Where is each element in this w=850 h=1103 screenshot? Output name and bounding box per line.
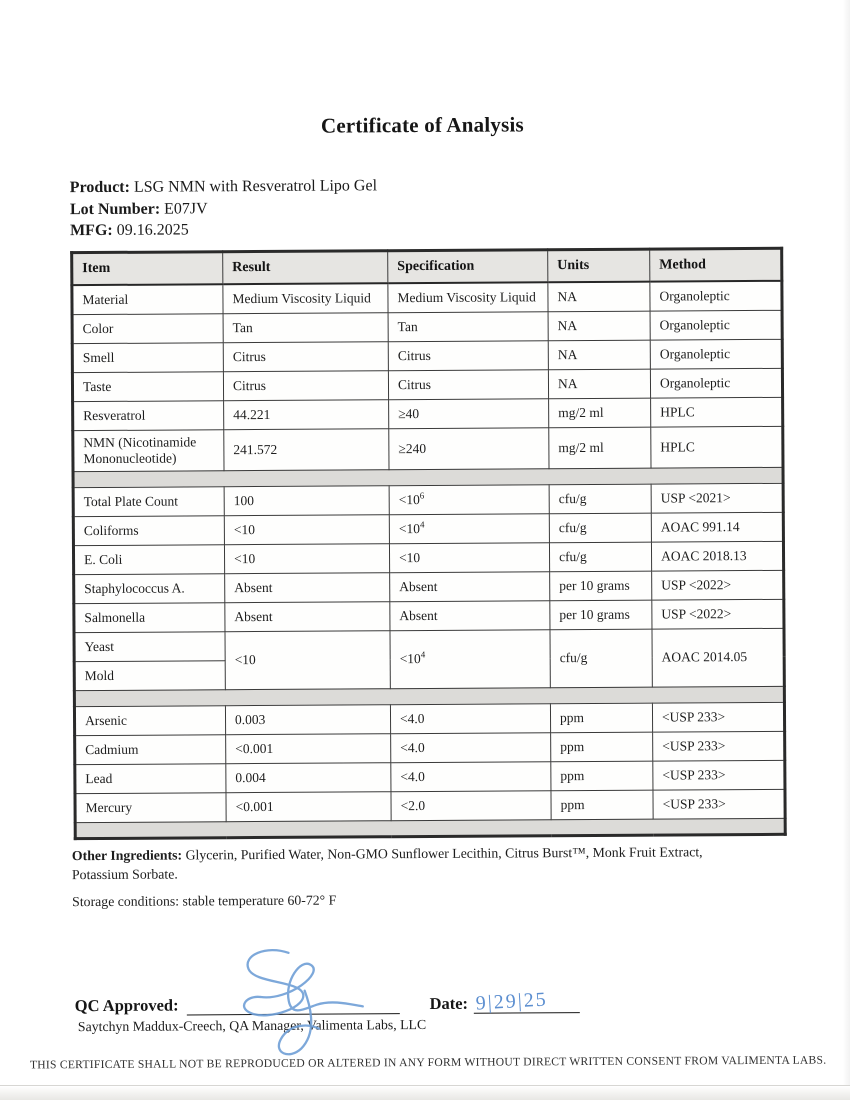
method-cell: AOAC 991.14 [651, 512, 783, 542]
spec-cell: $<10^4$ [390, 629, 550, 688]
table-header-row [72, 248, 782, 285]
result-cell: 100 [224, 485, 389, 515]
result-cell: <10 [224, 543, 389, 573]
separator-band [75, 818, 785, 838]
lot-number-line [70, 197, 377, 220]
method-cell: USP <2021> [651, 483, 783, 513]
result-cell: Citrus [223, 370, 388, 400]
item-cell: Arsenic [74, 705, 225, 735]
units-cell: ppm [551, 761, 653, 791]
units-cell: cfu/g [550, 629, 652, 688]
table-row [73, 397, 783, 430]
coa-table-body [72, 281, 785, 838]
item-cell: Staphylococcus A. [74, 573, 225, 603]
table-row [73, 483, 783, 516]
spec-cell: <4.0 [390, 703, 550, 733]
method-cell: Organoleptic [650, 368, 782, 398]
result-cell: <10 [224, 514, 389, 544]
result-cell: Absent [225, 572, 390, 602]
units-cell: NA [548, 311, 650, 341]
method-cell: <USP 233> [652, 702, 784, 732]
result-cell: <0.001 [226, 791, 391, 821]
result-cell: 0.003 [225, 704, 390, 734]
column-header-specification: Specification [388, 250, 548, 283]
spec-cell: ≥240 [389, 427, 549, 469]
spec-cell: Medium Viscosity Liquid [388, 282, 548, 312]
units-cell: ppm [551, 732, 653, 762]
product-label: Product: [69, 178, 130, 197]
approver-name-line: Saytchyn Maddux-Creech, QA Manager, Valimenta Labs, LLC [77, 1017, 427, 1035]
method-cell: AOAC 2018.13 [651, 541, 783, 571]
other-ingredients-label: Other Ingredients: [71, 847, 183, 864]
units-cell: NA [548, 369, 650, 399]
spec-cell: Absent [390, 600, 550, 630]
result-cell: Citrus [223, 341, 388, 371]
spec-cell: <4.0 [391, 761, 551, 791]
table-row [72, 339, 782, 372]
table-row [74, 702, 784, 735]
storage-conditions-line: Storage conditions: stable temperature 60-72° F [72, 892, 337, 910]
lot-number-label: Lot Number: [69, 200, 161, 218]
item-cell: Mold [74, 660, 225, 690]
item-cell: Material [72, 284, 223, 314]
result-cell: Medium Viscosity Liquid [223, 283, 388, 313]
spec-cell: Absent [390, 571, 550, 601]
mfg-date-line [70, 218, 377, 241]
product-line [70, 175, 377, 198]
item-cell: NMN (Nicotinamide Mononucleotide) [73, 429, 224, 471]
item-cell: Resveratrol [73, 400, 224, 430]
other-ingredients-paragraph [72, 842, 727, 884]
units-cell: per 10 grams [550, 571, 652, 601]
table-row [72, 281, 782, 314]
method-cell: Organoleptic [650, 339, 782, 369]
item-cell: E. Coli [73, 544, 224, 574]
column-header-method: Method [650, 248, 782, 281]
column-header-item: Item [72, 252, 223, 285]
item-cell: Color [72, 313, 223, 343]
qc-approval-block [75, 988, 805, 1052]
result-cell: 0.004 [226, 762, 391, 792]
item-cell: Salmonella [74, 602, 225, 632]
item-cell: Yeast [74, 631, 225, 661]
spec-cell: $<10^4$ [389, 513, 549, 543]
spec-cell: <2.0 [391, 790, 551, 820]
spec-cell: Tan [388, 311, 548, 341]
method-cell: <USP 233> [653, 731, 785, 761]
table-row [73, 541, 783, 574]
table-row [74, 628, 784, 661]
units-cell: per 10 grams [550, 600, 652, 630]
method-cell: AOAC 2014.05 [652, 628, 784, 687]
item-cell: Cadmium [75, 734, 226, 764]
units-cell: cfu/g [549, 484, 651, 514]
spec-cell: Citrus [388, 340, 548, 370]
mfg-value: 09.16.2025 [116, 221, 189, 239]
legal-disclaimer-footer: THIS CERTIFICATE SHALL NOT BE REPRODUCED OR ALTERED IN ANY FORM WITHOUT DIRECT WRITTEN CONSENT FROM VALIMENTA LABS. [29, 1053, 827, 1072]
spec-cell: Citrus [388, 369, 548, 399]
item-cell: Lead [75, 763, 226, 793]
result-cell: <0.001 [226, 733, 391, 763]
column-header-result: Result [223, 251, 388, 285]
table-row [73, 512, 783, 545]
handwritten-date: 9|29|25 [475, 988, 549, 1015]
item-cell: Taste [72, 371, 223, 401]
result-cell: Tan [223, 312, 388, 342]
item-cell: Mercury [75, 792, 226, 822]
spec-cell: ≥40 [389, 398, 549, 428]
units-cell: ppm [550, 703, 652, 733]
units-cell: NA [548, 340, 650, 370]
method-cell: HPLC [651, 426, 783, 468]
method-cell: USP <2022> [652, 599, 784, 629]
table-row [75, 731, 785, 764]
lot-number-value: E07JV [164, 199, 208, 218]
date-line [474, 988, 580, 1015]
analysis-results-table [70, 247, 787, 840]
item-cell: Smell [72, 342, 223, 372]
table-row [75, 789, 785, 822]
table-row [75, 760, 785, 793]
result-cell: 241.572 [224, 428, 389, 470]
method-cell: Organoleptic [650, 281, 782, 311]
units-cell: cfu/g [549, 542, 651, 572]
table-section-separator [75, 818, 785, 838]
method-cell: <USP 233> [653, 789, 785, 819]
method-cell: Organoleptic [650, 310, 782, 340]
item-cell: Coliforms [73, 515, 224, 545]
qc-approved-label: QC Approved: [74, 995, 179, 1016]
date-label: Date: [429, 993, 469, 1013]
spec-cell: $<10^6$ [389, 484, 549, 514]
scan-edge-shadow-bottom [0, 1085, 850, 1100]
result-cell: Absent [225, 601, 390, 631]
table-row [74, 570, 784, 603]
table-row [72, 368, 782, 401]
item-cell: Total Plate Count [73, 486, 224, 516]
method-cell: USP <2022> [652, 570, 784, 600]
spec-cell: <10 [389, 542, 549, 572]
units-cell: mg/2 ml [549, 427, 651, 469]
units-cell: ppm [551, 790, 653, 820]
spec-cell: <4.0 [391, 732, 551, 762]
units-cell: mg/2 ml [549, 398, 651, 428]
method-cell: <USP 233> [653, 760, 785, 790]
table-row [73, 426, 783, 471]
other-ingredients-text: Glycerin, Purified Water, Non-GMO Sunflower Lecithin, Citrus Burst™, Monk Fruit Extract, Potassium Sorbate. [71, 844, 703, 883]
column-header-units: Units [548, 249, 650, 282]
page-title: Certificate of Analysis [320, 112, 524, 138]
result-cell: <10 [225, 630, 390, 689]
method-cell: HPLC [651, 397, 783, 427]
approval-signature-row [75, 988, 805, 1016]
units-cell: NA [548, 282, 650, 312]
signature-line [186, 994, 399, 1015]
scan-edge-shadow-right [843, 0, 850, 1100]
product-info-block [70, 175, 378, 241]
product-value: LSG NMN with Resveratrol Lipo Gel [133, 177, 378, 196]
mfg-label: MFG: [69, 221, 113, 240]
table-row [72, 310, 782, 343]
units-cell: cfu/g [549, 513, 651, 543]
result-cell: 44.221 [224, 399, 389, 429]
table-row [74, 599, 784, 632]
